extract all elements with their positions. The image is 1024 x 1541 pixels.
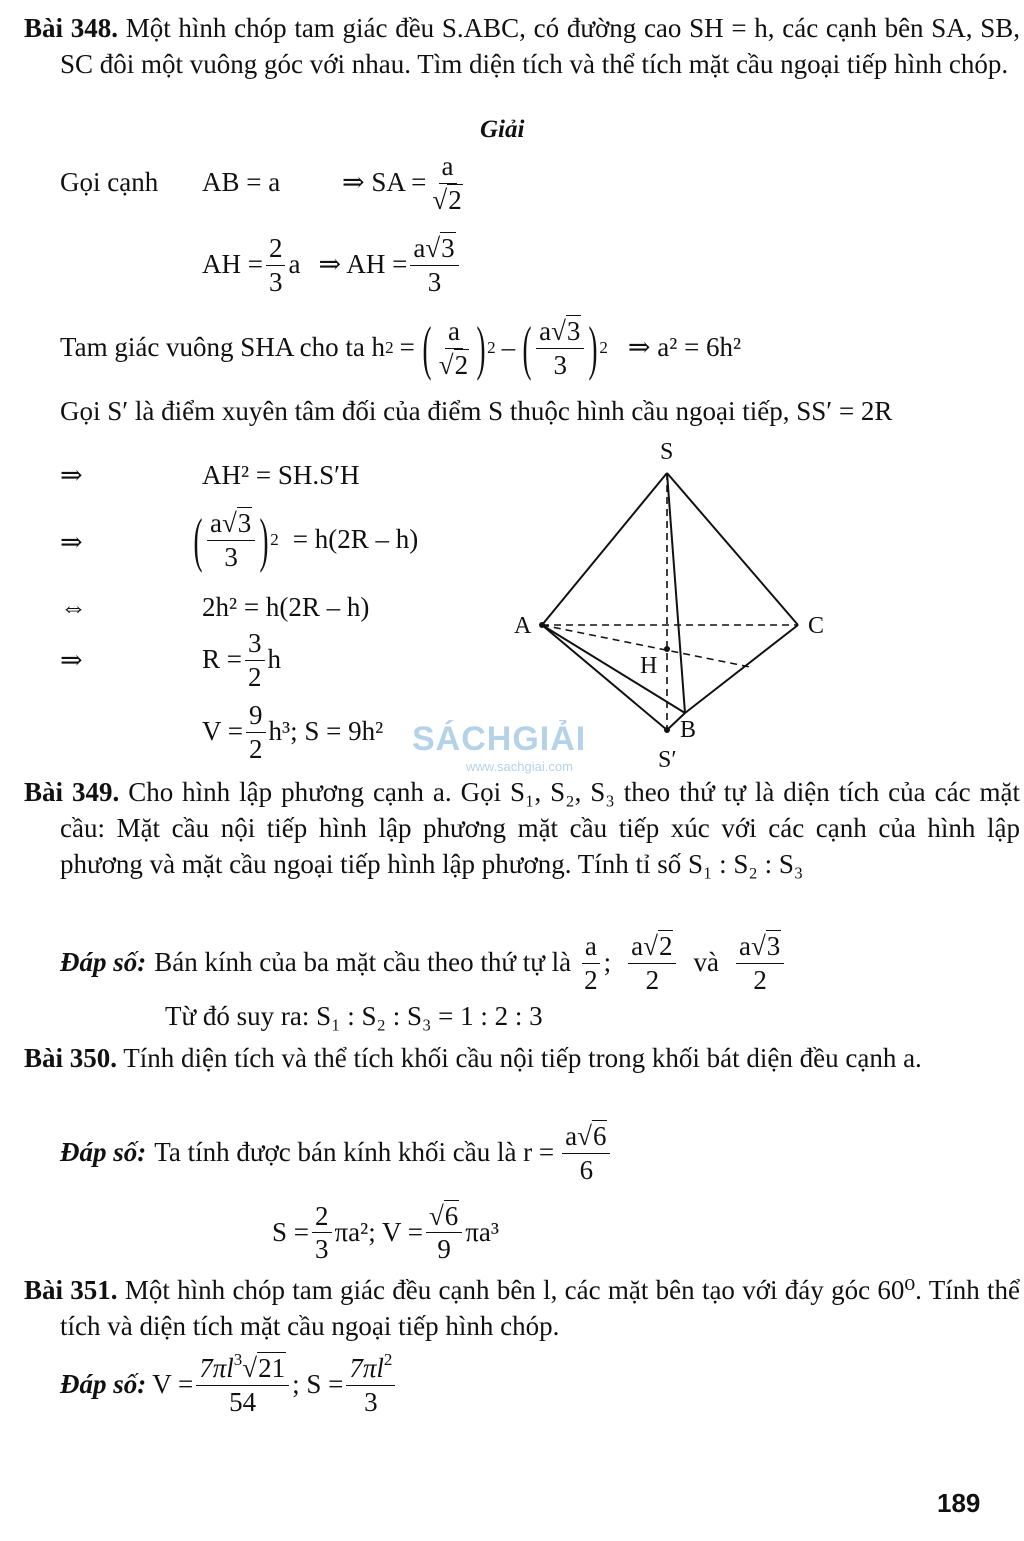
step4-rhs: h <box>267 644 281 675</box>
label-A: A <box>514 613 532 639</box>
label-C: C <box>808 613 825 639</box>
bai351-label: Bài 351. <box>24 1275 118 1305</box>
bai351-dapso: Đáp số: <box>60 1369 147 1400</box>
edge-SA <box>542 473 667 625</box>
bai350-label: Bài 350. <box>24 1043 118 1073</box>
bai350-s: S = <box>272 1216 309 1247</box>
line1-prefix: Gọi cạnh <box>60 167 159 198</box>
edge-SB <box>667 473 685 713</box>
bai349-answer: Đáp số: Bán kính của ba mặt cầu theo thứ tự là $\frac{a}{2}$ ; $\frac{a√2}{2}$ và $\frac{a√3}{2}$ <box>60 928 787 998</box>
step3-symbol: ⇔ <box>60 592 87 622</box>
bai349-problem-text: Cho hình lập phương cạnh a. Gọi S₁, S₂, S₃ theo thứ tự là diện tích của các mặt cầu: Mặt cầu nội tiếp hình lập phương mặt cầu tiếp xúc với các cạnh của hình lập phương và mặt cầu ngoại tiếp hình lập phương. Tính tỉ số S₁ : S₂ : S₃ <box>60 777 1021 879</box>
step2-eq: ( $\frac{a√3}{3}$ ) 2 = h(2R – h) <box>193 507 419 573</box>
page-number: 189 <box>937 1488 981 1518</box>
label-S-prime: S′ <box>658 747 677 773</box>
bai350-v: πa²; V = <box>334 1216 423 1247</box>
bai349-va: và <box>693 947 719 978</box>
bai351-answer: Đáp số: V = $\frac{7\pi l^3√21}{54}$ ; S = $\frac{7\pi l^2}{3}$ <box>60 1350 398 1420</box>
fraction-2-over-3: $\frac{2}{3}$ <box>266 234 286 296</box>
label-S: S <box>660 439 674 465</box>
bai350-answer: Đáp số: Ta tính được bán kính khối cầu là r = $\frac{a√6}{6}$ <box>60 1118 613 1188</box>
bai350-ans-text: Ta tính được bán kính khối cầu là r = <box>154 1137 555 1168</box>
line3-result: ⇒ a² = 6h² <box>627 332 742 363</box>
step5-v: V = <box>202 716 243 747</box>
bai348-line4: Gọi S′ là điểm xuyên tâm đối của điểm S thuộc hình cầu ngoại tiếp, SS′ = 2R <box>60 396 893 426</box>
bai348-line1 <box>60 148 469 218</box>
bai350-pia3: πa³ <box>465 1216 500 1247</box>
bai350-problem-text: Tính diện tích và thể tích khối cầu nội tiếp trong khối bát diện đều cạnh a. <box>123 1043 922 1073</box>
bai350-formula: S = $\frac{2}{3}$ πa²; V = $\frac{√6}{9}$ πa³ <box>272 1200 500 1264</box>
step2-rhs: = h(2R – h) <box>292 524 419 555</box>
step3-text: 2h² = h(2R – h) <box>202 592 370 622</box>
line2-ah2: ⇒ AH = <box>318 249 408 280</box>
point-A <box>539 622 545 628</box>
bai351-s: ; S = <box>292 1369 344 1400</box>
step4-lhs: R = <box>202 644 242 675</box>
step5-rest: h³; S = 9h² <box>268 716 384 747</box>
bai350-problem <box>24 1040 1020 1076</box>
label-H: H <box>640 653 658 679</box>
edge-SC <box>667 473 798 625</box>
step4-symbol: ⇒ <box>60 645 83 675</box>
label-B: B <box>680 717 697 743</box>
solution-heading: Giải <box>480 116 525 143</box>
bai349-problem <box>24 774 1020 882</box>
point-H <box>664 646 670 652</box>
line3-prefix: Tam giác vuông SHA cho ta h <box>60 332 386 363</box>
point-S-prime <box>664 727 670 733</box>
step5-eq: V = $\frac{9}{2}$ h³; S = 9h² <box>202 700 384 764</box>
line2-ah: AH = <box>202 249 263 280</box>
edge-AB <box>542 625 685 713</box>
bai351-problem-text: Một hình chóp tam giác đều cạnh bên l, các mặt bên tạo với đáy góc 60⁰. Tính thể tích và diện tích mặt cầu ngoại tiếp hình chóp. <box>60 1275 1021 1341</box>
bai348-line2: AH = $\frac{2}{3}$ a ⇒ AH = $\frac{a√3}{3}$ <box>202 230 462 300</box>
fraction-a-over-sqrt2: $\frac{a}{√2}$ <box>432 151 462 215</box>
bai349-dapso: Đáp số: <box>60 947 147 978</box>
bai348-line3: Tam giác vuông SHA cho ta h 2 = ( $\frac{a}{√2}$ ) 2 – ( $\frac{a√3}{3}$ ) 2 ⇒ a² = 6h² <box>60 315 742 381</box>
watermark-brand: SÁCHGIẢI <box>412 720 587 758</box>
bai349-label: Bài 349. <box>24 777 120 807</box>
bai350-dapso: Đáp số: <box>60 1137 147 1168</box>
bai351-v: V = <box>152 1369 194 1400</box>
bai349-conclusion: Từ đó suy ra: S₁ : S₂ : S₃ = 1 : 2 : 3 <box>165 1001 543 1031</box>
bai351-problem <box>24 1272 1020 1344</box>
bai348-label: Bài 348. <box>24 13 118 43</box>
step4-eq: R = $\frac{3}{2}$ h <box>202 628 281 692</box>
step1-text: AH² = SH.S′H <box>202 460 360 490</box>
step2-symbol: ⇒ <box>60 527 83 557</box>
bai349-ans-text: Bán kính của ba mặt cầu theo thứ tự là <box>154 947 572 978</box>
edge-BC <box>685 625 798 713</box>
bai348-problem <box>24 10 1020 82</box>
line1-sa: ⇒ SA = <box>342 167 427 198</box>
watermark-url: www.sachgiai.com <box>466 759 573 774</box>
bai348-problem-text: Một hình chóp tam giác đều S.ABC, có đường cao SH = h, các cạnh bên SA, SB, SC đôi một vuông góc với nhau. Tìm diện tích và thể tích mặt cầu ngoại tiếp hình chóp. <box>60 13 1021 79</box>
step1-symbol: ⇒ <box>60 460 83 490</box>
fraction-asqrt3-over-3: $\frac{a√3}{3}$ <box>410 234 458 296</box>
line1-ab: AB = a <box>202 167 281 198</box>
